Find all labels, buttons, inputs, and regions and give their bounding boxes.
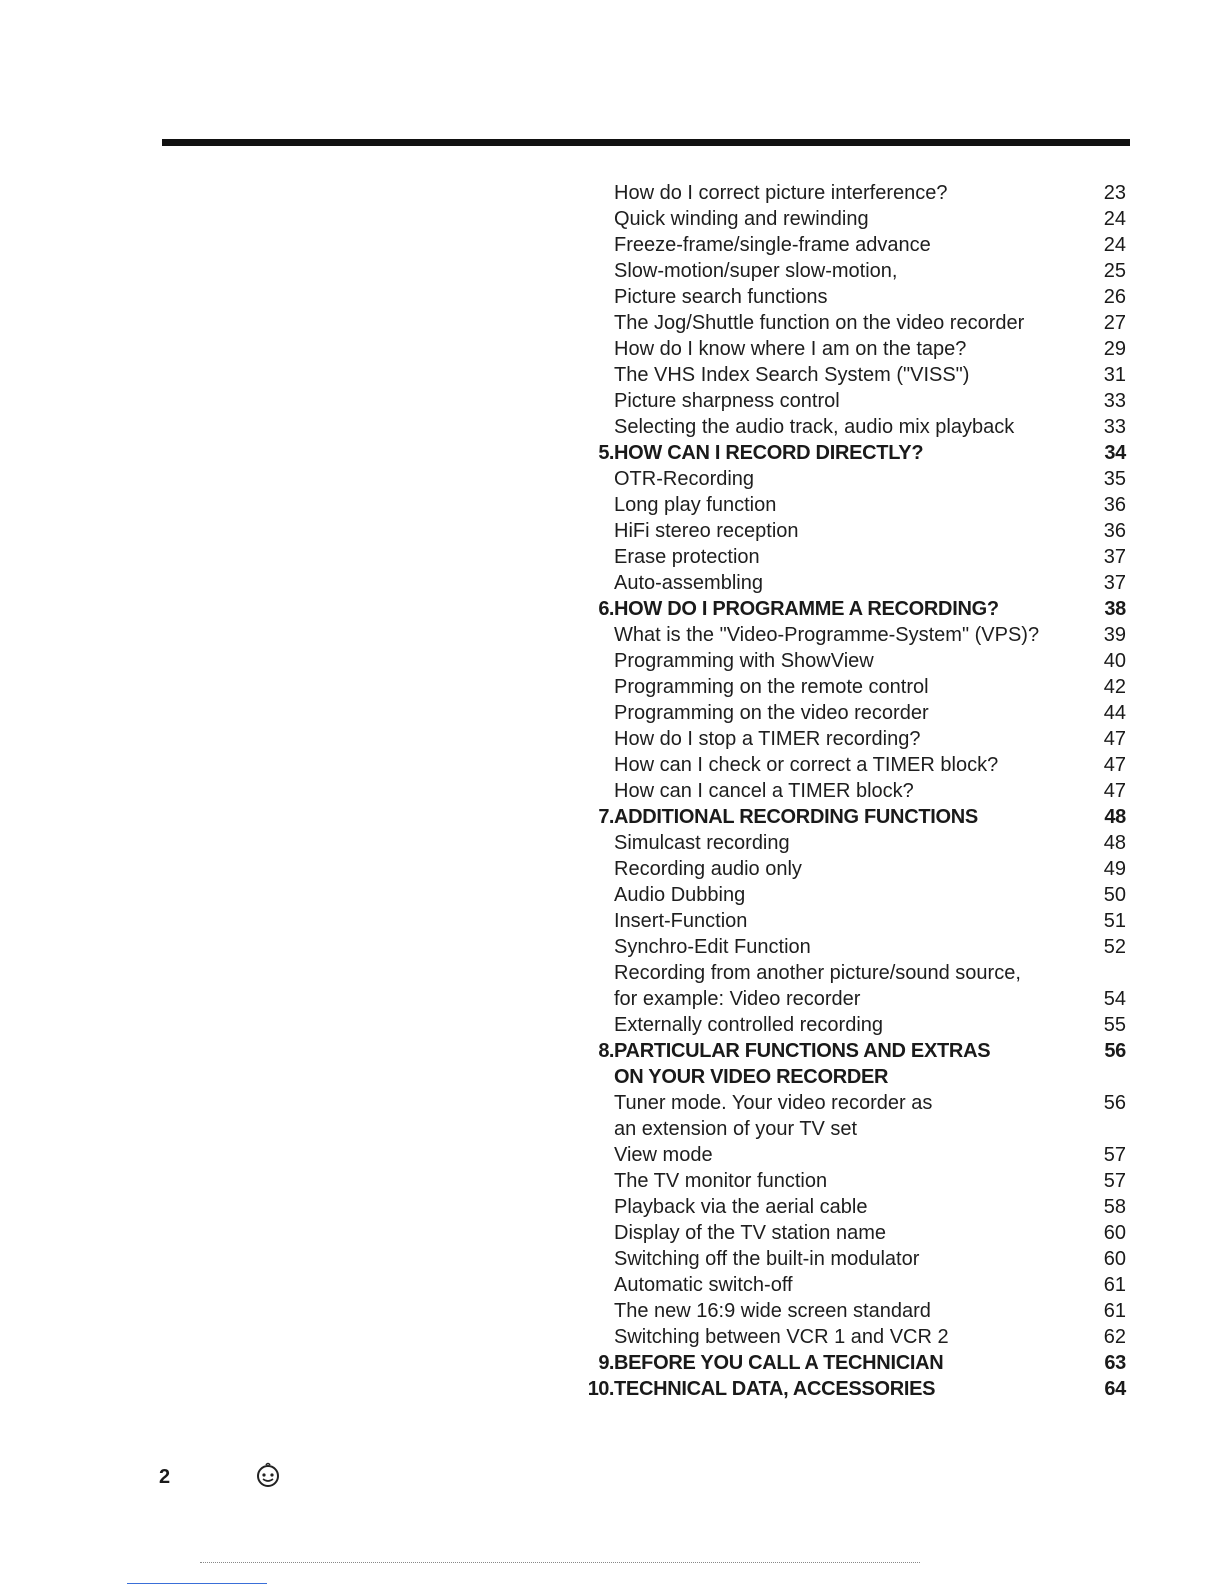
toc-page-number: 49 — [1103, 858, 1126, 880]
toc-page-number: 25 — [1103, 260, 1126, 282]
toc-entry — [580, 518, 1126, 544]
toc-page-number: 61 — [1103, 1300, 1126, 1322]
toc-page-number: 36 — [1103, 520, 1126, 542]
toc-entry — [580, 206, 1126, 232]
toc-entry — [580, 1168, 1126, 1194]
toc-page-number: 60 — [1103, 1222, 1126, 1244]
toc-page-number: 33 — [1103, 390, 1126, 412]
toc-entry-title: How can I check or correct a TIMER block? — [614, 754, 999, 776]
toc-section-number: 10. — [587, 1378, 614, 1400]
toc-page-number: 40 — [1103, 650, 1126, 672]
scan-artifact — [200, 1562, 920, 1567]
toc-section-number: 9. — [598, 1352, 614, 1374]
bottom-underline — [127, 1583, 267, 1584]
toc-entry-title: OTR-Recording — [614, 468, 755, 490]
toc-entry — [580, 752, 1126, 778]
toc-page-number: 56 — [1103, 1092, 1126, 1114]
toc-entry-title: for example: Video recorder — [614, 988, 861, 1010]
toc-page-number: 51 — [1103, 910, 1126, 932]
toc-entry — [580, 1142, 1126, 1168]
toc-entry-title: How do I stop a TIMER recording? — [614, 728, 921, 750]
toc-entry-title: Simulcast recording — [614, 832, 790, 854]
toc-entry — [580, 882, 1126, 908]
toc-section-number: 7. — [598, 806, 614, 828]
toc-page-number: 58 — [1103, 1196, 1126, 1218]
toc-entry-title: Programming on the video recorder — [614, 702, 929, 724]
toc-section-heading — [580, 1350, 1126, 1376]
toc-entry-title: PARTICULAR FUNCTIONS AND EXTRAS — [614, 1040, 991, 1062]
toc-entry-title: Selecting the audio track, audio mix playback — [614, 416, 1015, 438]
toc-entry-title: ON YOUR VIDEO RECORDER — [614, 1066, 889, 1088]
toc-section-heading — [580, 1038, 1126, 1064]
toc-entry — [580, 622, 1126, 648]
toc-page-number: 48 — [1103, 832, 1126, 854]
toc-page-number: 52 — [1103, 936, 1126, 958]
toc-entry — [580, 908, 1126, 934]
toc-entry — [580, 830, 1126, 856]
toc-entry-title: Programming on the remote control — [614, 676, 929, 698]
toc-entry-title: How can I cancel a TIMER block? — [614, 780, 914, 802]
toc-entry-title: Programming with ShowView — [614, 650, 874, 672]
toc-entry — [580, 1220, 1126, 1246]
toc-entry — [580, 466, 1126, 492]
toc-entry-title: The VHS Index Search System ("VISS") — [614, 364, 970, 386]
toc-entry — [580, 1272, 1126, 1298]
toc-entry-title: Synchro-Edit Function — [614, 936, 811, 958]
toc-section-number: 6. — [598, 598, 614, 620]
toc-entry — [580, 934, 1126, 960]
top-rule — [162, 139, 1130, 146]
toc-entry — [580, 1090, 1126, 1116]
toc-entry-title: HOW CAN I RECORD DIRECTLY? — [614, 442, 924, 464]
toc-page-number: 29 — [1103, 338, 1126, 360]
toc-entry-title: The new 16:9 wide screen standard — [614, 1300, 931, 1322]
toc-entry-title: The Jog/Shuttle function on the video recorder — [614, 312, 1025, 334]
toc-section-heading — [580, 440, 1126, 466]
toc-entry-title: Switching off the built-in modulator — [614, 1248, 920, 1270]
toc-page-number: 47 — [1103, 780, 1126, 802]
toc-entry — [580, 856, 1126, 882]
toc-entry — [580, 1012, 1126, 1038]
toc-page-number: 56 — [1104, 1040, 1126, 1062]
toc-entry-title: Playback via the aerial cable — [614, 1196, 868, 1218]
toc-page-number: 37 — [1103, 572, 1126, 594]
toc-entry-title: Externally controlled recording — [614, 1014, 884, 1036]
toc-entry-title: BEFORE YOU CALL A TECHNICIAN — [614, 1352, 944, 1374]
toc-entry-title: Picture sharpness control — [614, 390, 840, 412]
toc-page-number: 47 — [1103, 728, 1126, 750]
toc-entry-title: The TV monitor function — [614, 1170, 828, 1192]
toc-entry-title: TECHNICAL DATA, ACCESSORIES — [614, 1378, 936, 1400]
toc-entry-title: Display of the TV station name — [614, 1222, 886, 1244]
toc-entry-title: What is the "Video-Programme-System" (VPS)? — [614, 624, 1040, 646]
toc-page-number: 47 — [1103, 754, 1126, 776]
toc-entry — [580, 1324, 1126, 1350]
toc-page-number: 39 — [1103, 624, 1126, 646]
toc-page-number: 31 — [1103, 364, 1126, 386]
toc-entry-title: Freeze-frame/single-frame advance — [614, 234, 931, 256]
toc-entry-title: Tuner mode. Your video recorder as — [614, 1092, 933, 1114]
toc-entry-title: HOW DO I PROGRAMME A RECORDING? — [614, 598, 999, 620]
toc-entry — [580, 336, 1126, 362]
toc-section-heading — [580, 1064, 1126, 1090]
toc-entry-title: HiFi stereo reception — [614, 520, 799, 542]
toc-page-number: 33 — [1103, 416, 1126, 438]
toc-entry — [580, 674, 1126, 700]
toc-entry — [580, 700, 1126, 726]
toc-page-number: 44 — [1103, 702, 1126, 724]
toc-entry-title: Slow-motion/super slow-motion, — [614, 260, 898, 282]
toc-entry-title: Auto-assembling — [614, 572, 763, 594]
toc-entry — [580, 1116, 1126, 1142]
toc-entry — [580, 1246, 1126, 1272]
toc-page-number: 57 — [1103, 1170, 1126, 1192]
toc-entry-title: Automatic switch-off — [614, 1274, 793, 1296]
toc-page-number: 26 — [1103, 286, 1126, 308]
toc-page-number: 64 — [1104, 1378, 1126, 1400]
toc-entry-title: Recording from another picture/sound source, — [614, 962, 1021, 984]
toc-entry-title: ADDITIONAL RECORDING FUNCTIONS — [614, 806, 978, 828]
toc-entry — [580, 414, 1126, 440]
toc-page-number: 34 — [1104, 442, 1126, 464]
toc-page-number: 63 — [1104, 1352, 1126, 1374]
toc-entry — [580, 570, 1126, 596]
toc-entry-title: Erase protection — [614, 546, 760, 568]
toc-entry — [580, 362, 1126, 388]
toc-page-number: 24 — [1103, 234, 1126, 256]
toc-section-heading — [580, 1376, 1126, 1402]
toc-section-heading — [580, 596, 1126, 622]
toc-page-number: 54 — [1103, 988, 1126, 1010]
toc-section-heading — [580, 804, 1126, 830]
toc-entry-title: Quick winding and rewinding — [614, 208, 869, 230]
toc-entry — [580, 1194, 1126, 1220]
toc-entry-title: Switching between VCR 1 and VCR 2 — [614, 1326, 949, 1348]
toc-page-number: 42 — [1103, 676, 1126, 698]
toc-entry — [580, 960, 1126, 986]
toc-page-number: 62 — [1103, 1326, 1126, 1348]
toc-page-number: 48 — [1104, 806, 1126, 828]
toc-entry-title: How do I know where I am on the tape? — [614, 338, 967, 360]
toc-page-number: 24 — [1103, 208, 1126, 230]
toc-entry-title: Insert-Function — [614, 910, 748, 932]
toc-page-number: 55 — [1103, 1014, 1126, 1036]
toc-entry — [580, 310, 1126, 336]
toc-entry — [580, 492, 1126, 518]
table-of-contents — [580, 180, 1126, 1402]
toc-entry-title: Recording audio only — [614, 858, 802, 880]
page-number: 2 — [159, 1466, 171, 1488]
toc-entry — [580, 986, 1126, 1012]
toc-page-number: 36 — [1103, 494, 1126, 516]
toc-entry — [580, 778, 1126, 804]
toc-page-number: 61 — [1103, 1274, 1126, 1296]
face-logo-icon — [253, 1460, 283, 1490]
toc-page-number: 27 — [1103, 312, 1126, 334]
toc-entry-title: Picture search functions — [614, 286, 828, 308]
toc-entry-title: How do I correct picture interference? — [614, 182, 948, 204]
toc-entry — [580, 388, 1126, 414]
toc-page-number: 50 — [1103, 884, 1126, 906]
toc-page-number: 60 — [1103, 1248, 1126, 1270]
toc-entry — [580, 544, 1126, 570]
toc-section-number: 5. — [598, 442, 614, 464]
toc-page-number: 23 — [1103, 182, 1126, 204]
toc-entry — [580, 726, 1126, 752]
toc-entry — [580, 648, 1126, 674]
toc-page-number: 37 — [1103, 546, 1126, 568]
toc-entry-title: Audio Dubbing — [614, 884, 746, 906]
toc-page-number: 35 — [1103, 468, 1126, 490]
toc-section-number: 8. — [598, 1040, 614, 1062]
toc-page-number: 38 — [1104, 598, 1126, 620]
toc-entry-title: View mode — [614, 1144, 713, 1166]
toc-entry — [580, 258, 1126, 284]
toc-entry — [580, 232, 1126, 258]
toc-entry-title: an extension of your TV set — [614, 1118, 858, 1140]
toc-entry — [580, 284, 1126, 310]
toc-entry-title: Long play function — [614, 494, 777, 516]
toc-entry — [580, 1298, 1126, 1324]
toc-page-number: 57 — [1103, 1144, 1126, 1166]
toc-entry — [580, 180, 1126, 206]
